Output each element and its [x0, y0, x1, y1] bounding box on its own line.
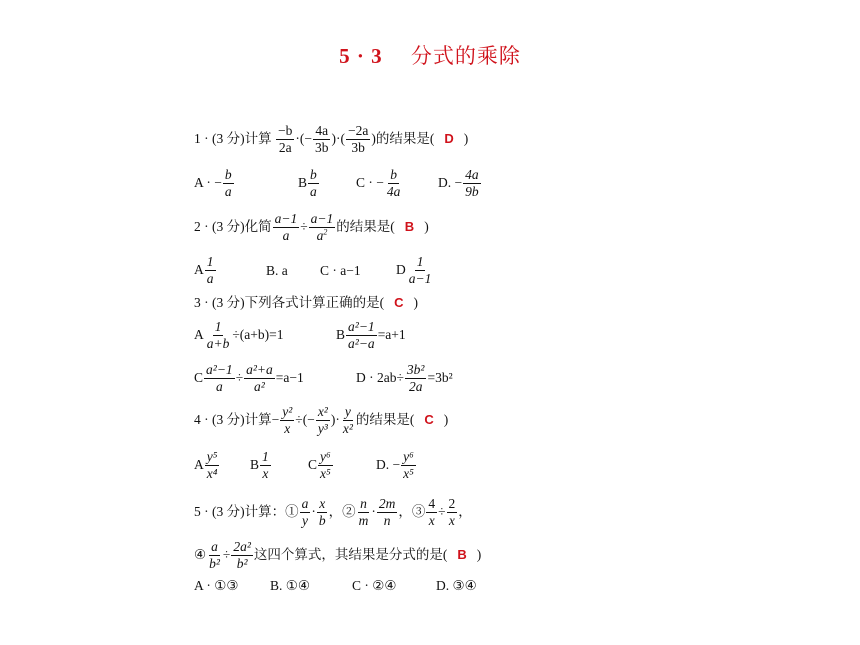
- q5-options: [194, 578, 477, 593]
- q5-stem: 5 · (3 分)计算：① $\frac{a}{y}$ · $\frac{x}{b}$ ，② $\frac{n}{m}$ · $\frac{2m}{n}$ ，③ $\frac{4}{x}$ ÷ $\frac{2}{x}$ ，: [194, 496, 472, 529]
- q3-option-a: A $\frac{1}{a+b}$ ÷(a+b)=1: [194, 319, 284, 352]
- q5-expr-3b: $\frac{2}{x}$: [448, 496, 456, 529]
- q2-option-a: A $\frac{1}{a}$: [194, 254, 214, 287]
- q1-option-c: C · − $\frac{b}{4a}$: [356, 167, 401, 200]
- q5-expr-1a: $\frac{a}{y}$: [301, 496, 309, 529]
- q1-options: [194, 168, 482, 199]
- q4-stem-text: 4 · (3 分)计算−: [194, 411, 280, 427]
- q5-expr-2a: $\frac{n}{m}$: [358, 496, 369, 529]
- q3-options-row1: [194, 320, 406, 351]
- q1-stem-text: 1 · (3 分)计算: [194, 130, 272, 146]
- q2-option-d: D $\frac{1}{a-1}$: [396, 254, 432, 287]
- q4-answer: C: [424, 411, 434, 427]
- q2-stem-text: 2 · (3 分)化简: [194, 218, 272, 234]
- q3-stem: [194, 296, 418, 310]
- q4-tail: 的结果是(: [355, 411, 415, 427]
- q5-expr-4b: $\frac{\text{2a²}}{\text{b²}}$: [233, 539, 251, 572]
- q2-close: ): [424, 218, 429, 234]
- q1-tail: 的结果是(: [375, 130, 435, 146]
- q4-fraction-3: $\frac{y}{\text{x²}}$: [342, 404, 353, 437]
- q1-fraction-2: $\frac{4a}{3b}$: [314, 123, 329, 156]
- q5-stem-line2: ④ $\frac{a}{\text{b²}}$ ÷ $\frac{\text{2a²}}{\text{b²}}$ 这四个算式，其结果是分式的是( B ): [194, 539, 482, 572]
- q5-option-a: A · ①③: [194, 578, 239, 594]
- page-title: [0, 40, 860, 70]
- q5-option-b: B. ①④: [270, 578, 310, 594]
- q1-close: ): [463, 130, 469, 146]
- q3-option-b: B $\frac{\text{a²−1}}{\text{a²−a}}$ =a+1: [336, 319, 406, 352]
- q3-stem-text: 3 · (3 分)下列各式计算正确的是(: [194, 295, 385, 310]
- q3-options-row2: [194, 363, 453, 394]
- q5-close: ): [476, 546, 482, 562]
- q3-close: ): [413, 295, 418, 310]
- q5-option-c: C · ②④: [352, 578, 397, 594]
- q2-fraction-1: $\frac{a-1}{a}$: [274, 211, 298, 244]
- q2-options: [194, 255, 434, 286]
- q5-answer: B: [457, 546, 467, 562]
- section-number: 5 · 3: [339, 44, 383, 68]
- q5-stem-text: 5 · (3 分)计算：①: [194, 503, 299, 519]
- q2-fraction-2: $\frac{a-1}{a^2}$: [310, 211, 334, 244]
- q4-option-d: D. − $\frac{\text{y⁶}}{\text{x⁵}}$: [376, 449, 414, 482]
- q5-expr-3a: $\frac{4}{x}$: [428, 496, 436, 529]
- q4-options: [194, 450, 417, 481]
- q2-option-b: B. a: [266, 262, 288, 278]
- q2-stem: 2 · (3 分)化简 $\frac{a-1}{a}$ ÷ $\frac{a-1}{a^2}$ 的结果是( B ): [194, 211, 429, 244]
- q4-fraction-2: $\frac{\text{x²}}{\text{y³}}$: [317, 404, 328, 437]
- q4-option-b: B $\frac{1}{x}$: [250, 449, 269, 482]
- q3-answer: C: [394, 295, 404, 310]
- q5-option-d: D. ③④: [436, 578, 477, 594]
- q2-answer: B: [404, 218, 415, 234]
- q1-option-b: B $\frac{b}{a}$: [298, 167, 317, 200]
- q4-option-a: A $\frac{\text{y⁵}}{\text{x⁴}}$: [194, 449, 218, 482]
- q4-fraction-1: $\frac{\text{y²}}{x}$: [282, 404, 293, 437]
- q4-option-c: C $\frac{\text{y⁶}}{\text{x⁵}}$: [308, 449, 331, 482]
- q1-stem: 1 · (3 分)计算 $\frac{-b}{2a}$ ·(− $\frac{4a}{3b}$ )·( $\frac{-2a}{3b}$ )的结果是( D ): [194, 123, 469, 156]
- q1-fraction-3: $\frac{-2a}{3b}$: [347, 123, 369, 156]
- q1-answer: D: [444, 130, 454, 146]
- q2-option-c: C · a−1: [320, 262, 361, 278]
- q1-option-d: D. − $\frac{4a}{9b}$: [438, 167, 479, 200]
- q5-tail: 这四个算式，其结果是分式的是(: [253, 546, 448, 562]
- q5-expr-2b: $\frac{2m}{n}$: [378, 496, 396, 529]
- q1-option-a: A · − $\frac{b}{a}$: [194, 167, 232, 200]
- q4-stem: 4 · (3 分)计算− $\frac{\text{y²}}{x}$ ÷(− $\frac{\text{x²}}{\text{y³}}$ )· $\frac{y}{\text{x²}}$ 的结果是( C ): [194, 404, 449, 437]
- q4-close: ): [443, 411, 449, 427]
- q5-expr-4a: $\frac{a}{\text{b²}}$: [209, 539, 220, 572]
- q2-tail: 的结果是(: [336, 218, 395, 234]
- q3-option-c: C $\frac{\text{a²−1}}{a}$ ÷ $\frac{\text{a²+a}}{\text{a²}}$ =a−1: [194, 362, 304, 395]
- q3-option-d: D · 2ab÷ $\frac{\text{3b²}}{2a}$ =3b²: [356, 362, 453, 395]
- q5-expr-1b: $\frac{x}{b}$: [318, 496, 326, 529]
- q1-fraction-1: $\frac{-b}{2a}$: [278, 123, 293, 156]
- section-title: 分式的乘除: [410, 44, 521, 68]
